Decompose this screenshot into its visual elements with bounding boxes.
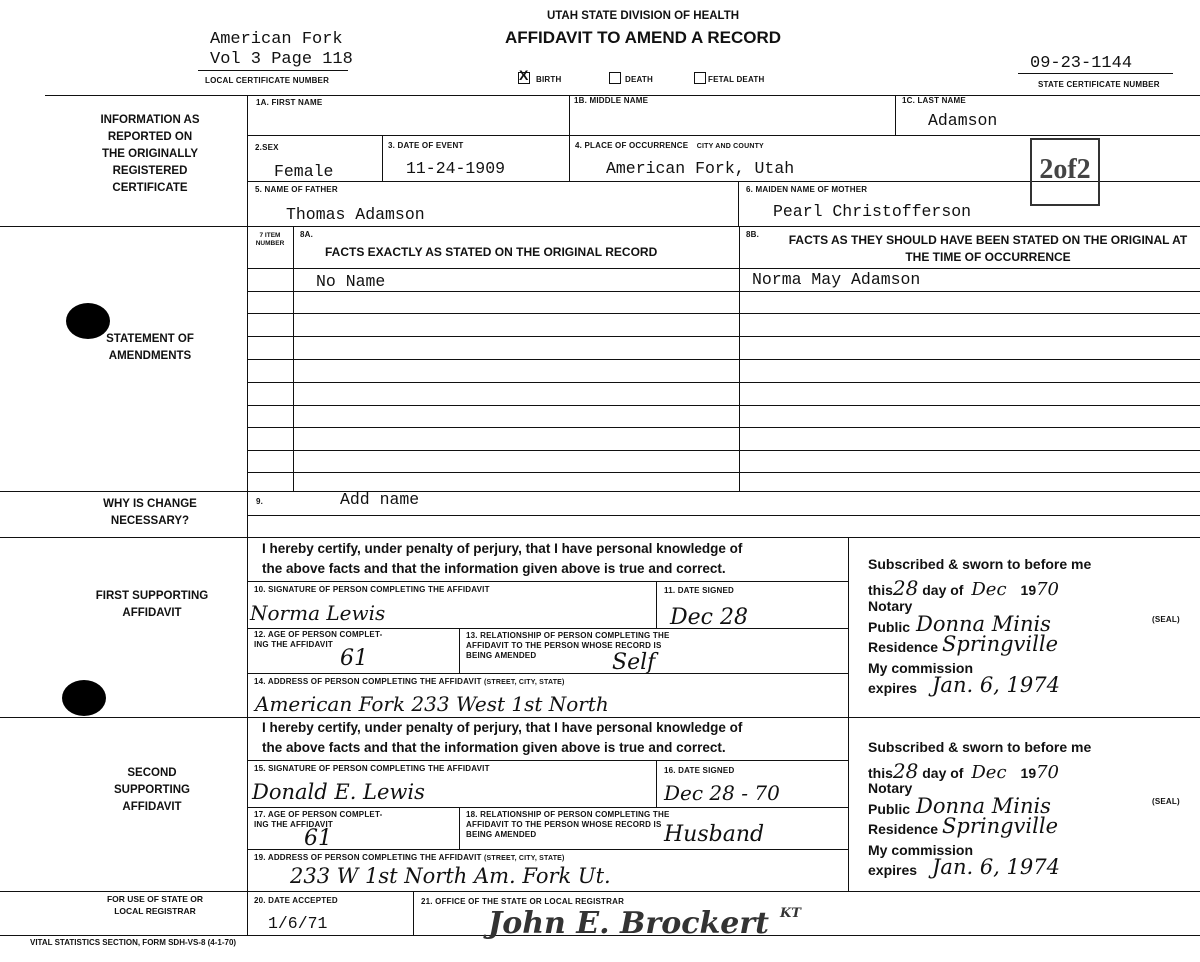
first-sig-label: 10. SIGNATURE OF PERSON COMPLETING THE AFFIDAVIT <box>254 585 490 594</box>
last-name-label: 1C. LAST NAME <box>902 96 966 105</box>
amendments-section-label: STATEMENT OF AMENDMENTS <box>106 333 194 362</box>
first-age-label-2: ING THE AFFIDAVIT <box>254 640 333 649</box>
first-certify-line1: I hereby certify, under penalty of perjury, that I have personal knowledge of <box>262 541 743 556</box>
second-date-value: Dec 28 - 70 <box>664 781 780 805</box>
second-addr-label-text: 19. ADDRESS OF PERSON COMPLETING THE AFFIDAVIT <box>254 853 482 862</box>
second-notary-label: Notary <box>868 780 913 796</box>
first-notary-day: 28 <box>892 576 919 600</box>
first-residence-label: Residence <box>868 639 939 655</box>
local-cert-line2: Vol 3 Page 118 <box>210 50 353 69</box>
first-notary-dayof: day of <box>922 582 964 598</box>
father-label: 5. NAME OF FATHER <box>255 185 338 194</box>
date-of-event-label: 3. DATE OF EVENT <box>388 141 464 150</box>
second-notary-this: this <box>868 765 893 781</box>
first-notary-month: Dec <box>971 579 1007 600</box>
second-public-name: Donna Minis <box>916 794 1051 818</box>
place-label-sub: CITY AND COUNTY <box>696 143 764 150</box>
first-age-label-1: 12. AGE OF PERSON COMPLET- <box>254 630 383 639</box>
second-rel-label-1: 18. RELATIONSHIP OF PERSON COMPLETING THE <box>466 810 670 819</box>
checkmark-icon: X <box>519 67 529 83</box>
first-addr-value: American Fork 233 West 1st North <box>255 692 609 716</box>
date-accepted-label: 20. DATE ACCEPTED <box>254 896 338 905</box>
binder-hole-bottom <box>62 680 106 716</box>
death-label: DEATH <box>625 75 653 84</box>
agency-name: UTAH STATE DIVISION OF HEALTH <box>546 10 740 22</box>
first-affidavit-label: FIRST SUPPORTING AFFIDAVIT <box>95 590 209 619</box>
second-public-label: Public <box>868 801 911 817</box>
local-cert-line1: American Fork <box>210 30 343 49</box>
first-expires-label: expires <box>868 680 918 696</box>
first-age-value: 61 <box>340 646 368 671</box>
corrected-fact-value: Norma May Adamson <box>752 270 921 289</box>
second-addr-label <box>254 853 565 862</box>
form-title: AFFIDAVIT TO AMEND A RECORD <box>504 28 782 47</box>
first-public-name: Donna Minis <box>916 612 1051 636</box>
second-notary-year: 70 <box>1036 762 1060 783</box>
second-certify-line2: the above facts and that the information given above is true and correct. <box>262 740 726 755</box>
col-a-number: 8A. <box>300 230 314 239</box>
col-b-title: FACTS AS THEY SHOULD HAVE BEEN STATED ON THE ORIGINAL AT THE TIME OF OCCURRENCE <box>788 233 1188 264</box>
first-rel-value: Self <box>612 650 656 675</box>
col-b-number: 8B. <box>746 230 760 239</box>
first-notary-date <box>868 576 1059 600</box>
second-expires-value: Jan. 6, 1974 <box>932 855 1060 879</box>
date-of-event-value: 11-24-1909 <box>406 159 506 178</box>
second-certify-line1: I hereby certify, under penalty of perjury, that I have personal knowledge of <box>262 720 743 735</box>
second-rel-label-2: AFFIDAVIT TO THE PERSON WHOSE RECORD IS <box>466 820 662 829</box>
second-residence-label: Residence <box>868 821 939 837</box>
mother-value: Pearl Christofferson <box>773 202 972 221</box>
second-notary-sworn: Subscribed & sworn to before me <box>868 739 1092 755</box>
first-notary-year: 70 <box>1036 579 1060 600</box>
second-notary-dayof: day of <box>922 765 964 781</box>
why-number: 9. <box>256 497 264 506</box>
first-date-label: 11. DATE SIGNED <box>664 586 734 595</box>
state-cert-number: 09-23-1144 <box>1030 54 1133 73</box>
first-certify-line2: the above facts and that the information given above is true and correct. <box>262 561 726 576</box>
why-label: WHY IS CHANGE NECESSARY? <box>103 498 197 527</box>
first-residence-value: Springville <box>942 632 1058 656</box>
first-notary-sworn: Subscribed & sworn to before me <box>868 556 1092 572</box>
second-seal-label: (SEAL) <box>1152 797 1180 806</box>
registrar-signature: John E. Brockert <box>488 906 770 941</box>
second-age-value: 61 <box>304 826 332 851</box>
state-cert-label: STATE CERTIFICATE NUMBER <box>1038 80 1160 89</box>
middle-name-label: 1B. MIDDLE NAME <box>574 96 649 105</box>
first-public-label: Public <box>868 619 911 635</box>
first-name-label: 1A. FIRST NAME <box>256 98 323 107</box>
first-commission-label: My commission <box>868 660 974 676</box>
second-notary-year-prefix: 19 <box>1020 765 1037 781</box>
original-fact-value: No Name <box>316 272 386 291</box>
second-rel-value: Husband <box>664 822 765 847</box>
place-label-text: 4. PLACE OF OCCURRENCE <box>575 141 689 150</box>
first-notary-this: this <box>868 582 893 598</box>
second-residence-value: Springville <box>942 814 1058 838</box>
second-notary-month: Dec <box>971 762 1007 783</box>
birth-label: BIRTH <box>536 75 562 84</box>
first-addr-label-text: 14. ADDRESS OF PERSON COMPLETING THE AFFIDAVIT <box>254 677 482 686</box>
original-info-section-label: INFORMATION AS REPORTED ON THE ORIGINALLY REGISTERED CERTIFICATE <box>100 114 200 194</box>
first-signature: Norma Lewis <box>250 601 386 625</box>
local-cert-label: LOCAL CERTIFICATE NUMBER <box>205 76 330 85</box>
sex-label: 2.SEX <box>255 143 279 152</box>
registrar-section-label: FOR USE OF STATE OR LOCAL REGISTRAR <box>106 894 204 916</box>
page-count-stamp: 2of2 <box>1030 138 1100 206</box>
first-date-value: Dec 28 <box>670 605 748 630</box>
first-notary-year-prefix: 19 <box>1020 582 1037 598</box>
date-accepted-value: 1/6/71 <box>268 914 328 933</box>
second-age-label-1: 17. AGE OF PERSON COMPLET- <box>254 810 383 819</box>
registrar-initials: KT <box>780 906 801 921</box>
second-addr-value: 233 W 1st North Am. Fork Ut. <box>290 864 611 888</box>
mother-label: 6. MAIDEN NAME OF MOTHER <box>746 185 868 194</box>
last-name-value: Adamson <box>928 111 998 130</box>
first-addr-label-sub: (STREET, CITY, STATE) <box>484 679 565 686</box>
second-addr-label-sub: (STREET, CITY, STATE) <box>484 855 565 862</box>
second-expires-label: expires <box>868 862 918 878</box>
second-date-label: 16. DATE SIGNED <box>664 766 735 775</box>
first-expires-value: Jan. 6, 1974 <box>932 673 1060 697</box>
first-rel-label-3: BEING AMENDED <box>466 651 537 660</box>
first-addr-label <box>254 677 565 686</box>
first-rel-label-1: 13. RELATIONSHIP OF PERSON COMPLETING THE <box>466 631 670 640</box>
father-value: Thomas Adamson <box>286 205 425 224</box>
form-footer: VITAL STATISTICS SECTION, FORM SDH-VS-8 (4-1-70) <box>30 938 237 947</box>
second-rel-label-3: BEING AMENDED <box>466 830 537 839</box>
second-affidavit-label: SECOND SUPPORTING AFFIDAVIT <box>113 767 191 813</box>
second-sig-label: 15. SIGNATURE OF PERSON COMPLETING THE AFFIDAVIT <box>254 764 490 773</box>
why-value: Add name <box>340 490 420 509</box>
first-notary-label: Notary <box>868 598 913 614</box>
second-notary-day: 28 <box>892 759 919 783</box>
death-checkbox[interactable] <box>609 72 621 84</box>
fetal-death-checkbox[interactable] <box>694 72 706 84</box>
place-label <box>575 141 764 150</box>
place-value: American Fork, Utah <box>606 159 795 178</box>
sex-value: Female <box>274 162 334 181</box>
registrar-office-label: 21. OFFICE OF THE STATE OR LOCAL REGISTRAR <box>421 897 625 906</box>
second-age-label-2: ING THE AFFIDAVIT <box>254 820 333 829</box>
second-signature: Donald E. Lewis <box>252 780 425 804</box>
second-commission-label: My commission <box>868 842 974 858</box>
item-number-label: 7 ITEM NUMBER <box>255 232 285 247</box>
first-seal-label: (SEAL) <box>1152 615 1180 624</box>
fetal-death-label: FETAL DEATH <box>708 75 765 84</box>
col-a-title: FACTS EXACTLY AS STATED ON THE ORIGINAL RECORD <box>325 245 658 259</box>
first-rel-label-2: AFFIDAVIT TO THE PERSON WHOSE RECORD IS <box>466 641 662 650</box>
